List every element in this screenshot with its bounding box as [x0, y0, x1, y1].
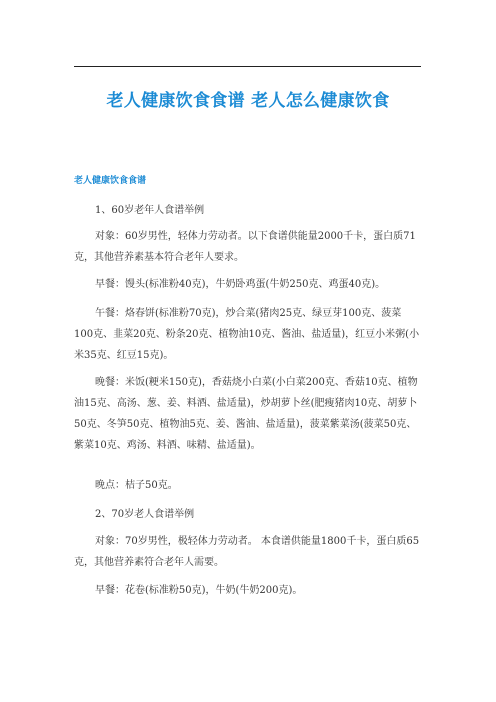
paragraph-snack-60: 晚点：桔子50克。: [95, 480, 178, 491]
paragraph-target-60: 对象：60岁男性，轻体力劳动者。以下食谱供能量2000千卡，蛋白质71克，其他营养素基本符合老年人要求。: [74, 231, 416, 263]
paragraph-subheading-60: 1、60岁老年人食谱举例: [95, 205, 205, 216]
document-title: 老人健康饮食食谱 老人怎么健康饮食: [106, 91, 390, 111]
paragraph-target-70: 对象：70岁男性，极轻体力劳动者。 本食谱供能量1800千卡，蛋白质65克，其他营养素符合老年人需要。: [74, 536, 420, 568]
paragraph-breakfast-70: 早餐：花卷(标准粉50克)，牛奶(牛奶200克)。: [95, 585, 303, 596]
paragraph-lunch-60: 午餐：烙春饼(标准粉70克)，炒合菜(猪肉25克、绿豆芽100克、菠菜100克、韭菜20克、粉条20克、植物油10克、酱油、盐适量)，红豆小米粥(小米35克、红豆15克)。: [74, 308, 420, 361]
section-heading: 老人健康饮食食谱: [74, 176, 147, 186]
paragraph-breakfast-60: 早餐：馒头(标准粉40克)，牛奶卧鸡蛋(牛奶250克、鸡蛋40克)。: [95, 279, 386, 290]
paragraph-dinner-60: 晚餐：米饭(粳米150克)，香菇烧小白菜(小白菜200克、香菇10克、植物油15克、高汤、葱、姜、料酒、盐适量)，炒胡萝卜丝(肥瘦猪肉10克、胡萝卜50克、冬笋50克、植物油5克、姜、酱油、盐适量)，菠菜紫菜汤(菠菜50克、紫菜10克、鸡汤、料酒、味精、盐适量)。: [74, 377, 418, 451]
header-rule: [74, 66, 421, 67]
paragraph-subheading-70: 2、70岁老人食谱举例: [95, 509, 195, 520]
